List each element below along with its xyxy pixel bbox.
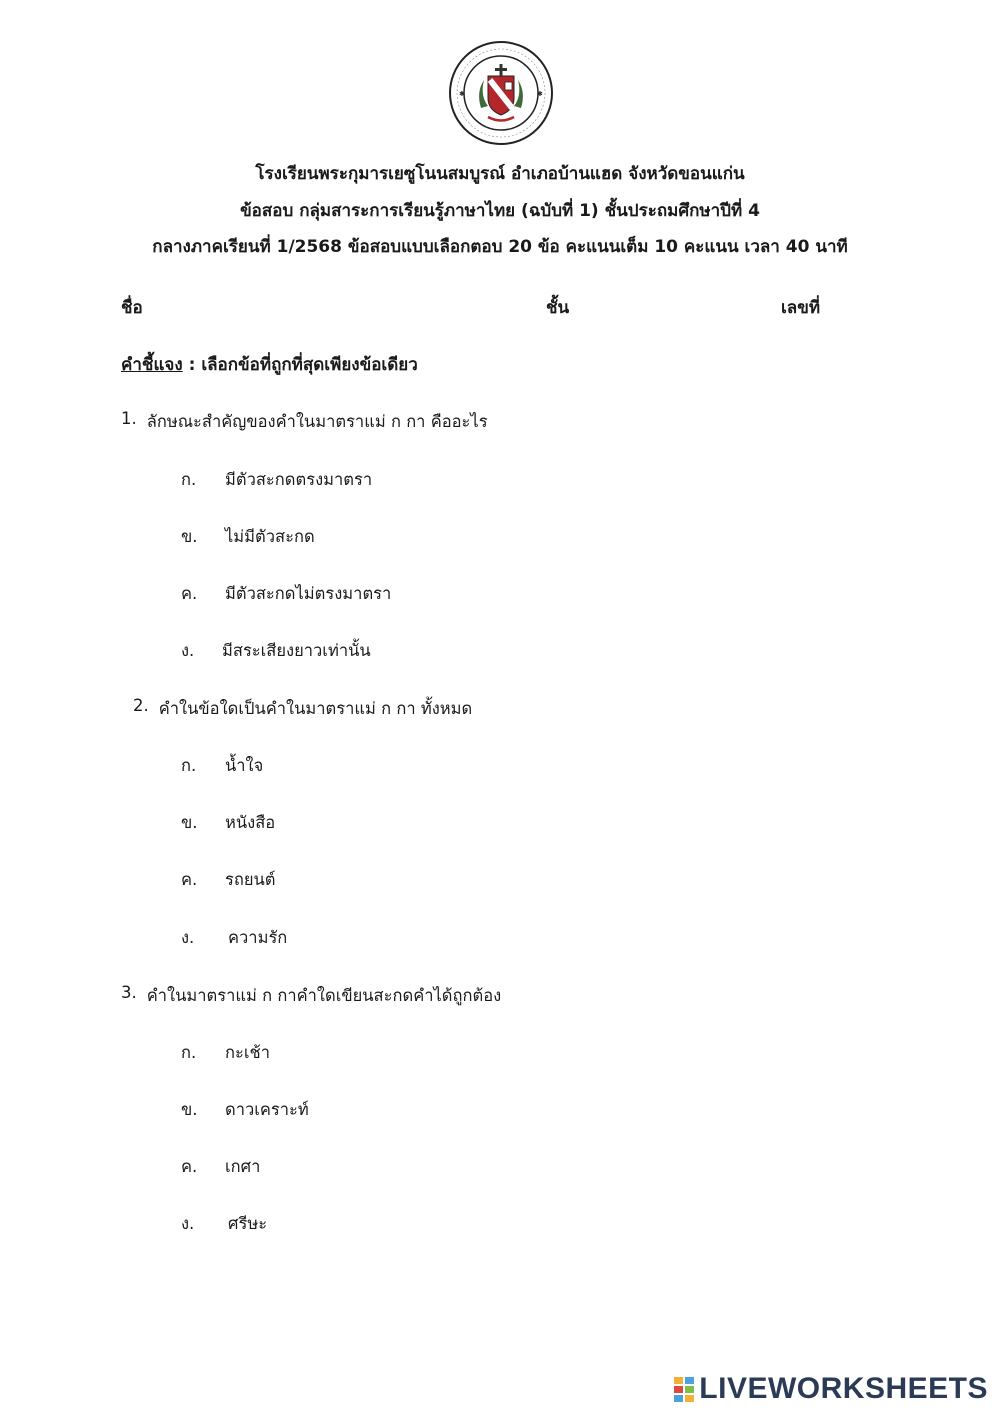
svg-text:✱: ✱ xyxy=(459,90,465,98)
choice-text: หนังสือ xyxy=(225,813,276,832)
choice-letter: ก. xyxy=(181,1043,197,1062)
choice-text: ความรัก xyxy=(228,928,288,947)
choice-1d[interactable] xyxy=(181,638,371,664)
question-2 xyxy=(133,696,472,722)
choice-letter: ค. xyxy=(181,1157,198,1176)
choice-1c[interactable] xyxy=(181,581,391,607)
choice-3c[interactable] xyxy=(181,1154,260,1180)
question-text: ลักษณะสำคัญของคำในมาตราแม่ ก กา คืออะไร xyxy=(146,412,488,431)
choice-3d[interactable] xyxy=(181,1211,267,1237)
instructions-label: คำชี้แจง xyxy=(121,355,183,375)
watermark-text: LIVEWORKSHEETS xyxy=(699,1372,988,1405)
svg-text:✱: ✱ xyxy=(537,90,543,98)
choice-1b[interactable] xyxy=(181,524,315,550)
school-name-line: โรงเรียนพระกุมารเยซูโนนสมบูรณ์ อำเภอบ้านแฮด จังหวัดขอนแก่น xyxy=(255,164,745,184)
question-number: 3. xyxy=(121,983,137,1002)
choice-letter: ง. xyxy=(181,641,195,660)
student-number-label: เลขที่ xyxy=(781,298,821,318)
choice-text: มีตัวสะกดไม่ตรงมาตรา xyxy=(225,584,392,603)
liveworksheets-watermark[interactable] xyxy=(673,1372,988,1406)
choice-letter: ข. xyxy=(181,1100,198,1119)
question-3 xyxy=(121,983,501,1009)
instructions xyxy=(121,351,418,378)
choice-letter: ข. xyxy=(181,527,198,546)
question-number: 2. xyxy=(133,696,149,715)
choice-text: กะเช้า xyxy=(225,1043,270,1062)
question-1 xyxy=(121,409,488,435)
choice-3b[interactable] xyxy=(181,1097,309,1123)
instructions-separator: : xyxy=(182,355,202,375)
question-text: คำในข้อใดเป็นคำในมาตราแม่ ก กา ทั้งหมด xyxy=(158,699,473,718)
choice-text: ดาวเคราะท์ xyxy=(225,1100,309,1119)
choice-2d[interactable] xyxy=(181,925,287,951)
choice-letter: ง. xyxy=(181,1214,195,1233)
choice-letter: ค. xyxy=(181,584,198,603)
question-number: 1. xyxy=(121,409,137,428)
class-label: ชั้น xyxy=(546,298,570,318)
choice-text: มีตัวสะกดตรงมาตรา xyxy=(225,470,373,489)
question-text: คำในมาตราแม่ ก กาคำใดเขียนสะกดคำได้ถูกต้อง xyxy=(146,986,502,1005)
choice-text: ศรีษะ xyxy=(228,1214,268,1233)
choice-letter: ก. xyxy=(181,756,197,775)
name-label: ชื่อ xyxy=(121,298,143,318)
school-seal-icon xyxy=(448,40,554,146)
liveworksheets-logo-icon xyxy=(673,1374,695,1404)
choice-2c[interactable] xyxy=(181,867,276,893)
choice-letter: ก. xyxy=(181,470,197,489)
choice-text: น้ำใจ xyxy=(225,756,264,775)
choice-3a[interactable] xyxy=(181,1040,270,1066)
choice-letter: ข. xyxy=(181,813,198,832)
exam-subject-line: ข้อสอบ กลุ่มสาระการเรียนรู้ภาษาไทย (ฉบับที่ 1) ชั้นประถมศึกษาปีที่ 4 xyxy=(240,201,760,221)
choice-text: มีสระเสียงยาวเท่านั้น xyxy=(222,641,371,660)
choice-text: ไม่มีตัวสะกด xyxy=(225,527,315,546)
instructions-text: เลือกข้อที่ถูกที่สุดเพียงข้อเดียว xyxy=(201,355,418,375)
choice-letter: ค. xyxy=(181,870,198,889)
choice-letter: ง. xyxy=(181,928,195,947)
choice-text: เกศา xyxy=(225,1157,261,1176)
choice-text: รถยนต์ xyxy=(225,870,276,889)
choice-2b[interactable] xyxy=(181,810,275,836)
exam-details-line: กลางภาคเรียนที่ 1/2568 ข้อสอบแบบเลือกตอบ 20 ข้อ คะแนนเต็ม 10 คะแนน เวลา 40 นาที xyxy=(152,237,848,257)
choice-1a[interactable] xyxy=(181,467,372,493)
choice-2a[interactable] xyxy=(181,753,263,779)
